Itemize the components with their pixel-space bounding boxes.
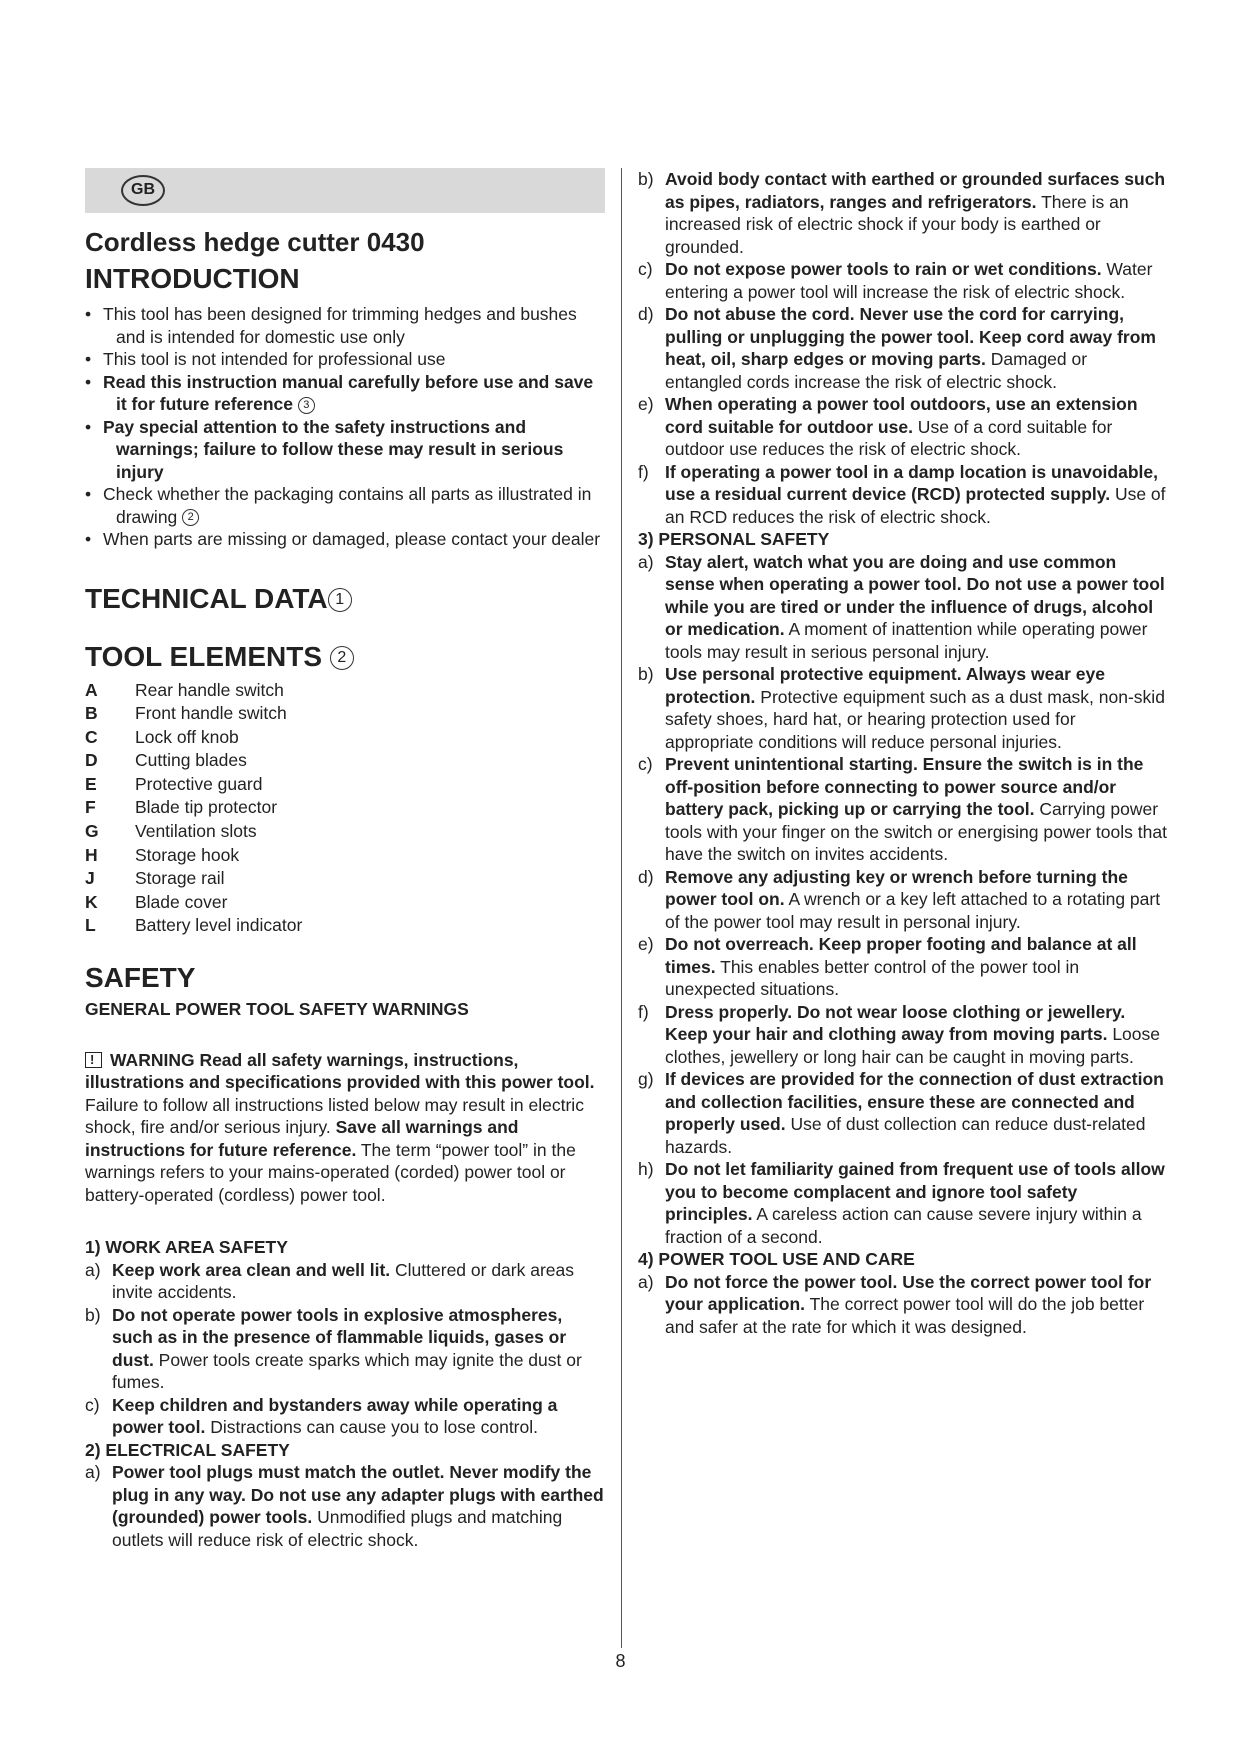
safety-item (638, 1271, 1168, 1339)
item-text: Distractions can cause you to lose control. (205, 1417, 538, 1438)
item-text: This enables better control of the power tool in unexpected situations. (665, 956, 1080, 999)
warning-paragraph (85, 1049, 605, 1207)
section-heading: 3) PERSONAL SAFETY (638, 529, 830, 549)
safety-item (638, 393, 1168, 461)
item-bold-text: Do not abuse the cord. Never use the cord for carrying, pulling or unplugging the power tool. Keep cord away from heat, oil, sharp edges or moving parts. (665, 304, 1156, 369)
tool-element-letter: C (85, 726, 98, 747)
tool-elements-heading-text: TOOL ELEMENTS (85, 640, 322, 672)
safety-item (638, 461, 1168, 529)
item-bold-text: When operating a power tool outdoors, use an extension cord suitable for outdoor use. (665, 394, 1138, 437)
bullet-text: Pay special attention to the safety instructions and warnings; failure to follow these may result in serious injury (103, 416, 564, 482)
safety-item (638, 866, 1168, 934)
warning-icon (85, 1052, 102, 1068)
tool-element-row (85, 749, 605, 773)
tool-element-row (85, 773, 605, 797)
safety-item (638, 933, 1168, 1001)
item-bold-text: Do not overreach. Keep proper footing and balance at all times. (665, 934, 1137, 977)
item-label: c) (638, 259, 653, 279)
tool-element-letter: J (85, 868, 95, 889)
item-text: Carrying power tools with your finger on the switch or energising power tools that have the switch on invites accidents. (665, 799, 1167, 864)
item-label: a) (638, 551, 654, 572)
page-title: Cordless hedge cutter 0430 (85, 227, 425, 257)
item-label: d) (638, 304, 654, 324)
item-bold-text: Prevent unintentional starting. Ensure the switch is in the off-position before connecting to power source and/or battery pack, picking up or carrying the tool. (665, 754, 1144, 819)
tool-element-label: Lock off knob (135, 726, 239, 747)
ref-marker: 3 (298, 397, 315, 414)
tool-element-row (85, 820, 605, 844)
tool-element-letter: L (85, 915, 96, 936)
ref-marker: 2 (330, 646, 354, 670)
tool-elements-list (85, 679, 605, 939)
left-column (85, 168, 605, 1551)
item-text: A wrench or a key left attached to a rotating part of the power tool may result in personal injury. (665, 889, 1161, 932)
safety-item (638, 753, 1168, 866)
item-label: c) (638, 754, 653, 774)
item-bold-text: Stay alert, watch what you are doing and use common sense when operating a power tool. Do not use a power tool while you are tired or under the influence of drugs, alcohol or medication. (665, 551, 1165, 639)
tool-element-letter: D (85, 750, 98, 771)
item-text: Unmodified plugs and matching outlets will reduce risk of electric shock. (112, 1507, 563, 1550)
bullet-item (85, 371, 605, 416)
item-bold-text: Remove any adjusting key or wrench before turning the power tool on. (665, 866, 1128, 909)
section-heading: 2) ELECTRICAL SAFETY (85, 1439, 290, 1460)
tool-element-row (85, 844, 605, 868)
item-label: e) (638, 934, 654, 954)
safety-item (85, 1461, 605, 1551)
tool-element-row (85, 796, 605, 820)
tool-element-letter: B (85, 703, 98, 724)
safety-item (638, 258, 1168, 303)
item-text: A moment of inattention while operating power tools may result in serious personal injury. (665, 619, 1148, 662)
tool-element-letter: H (85, 844, 98, 865)
bullet-text: Read this instruction manual carefully before use and save it for future reference (103, 371, 594, 414)
bullet-item (85, 348, 605, 371)
tool-element-label: Blade cover (135, 891, 228, 912)
tool-elements-heading (85, 639, 605, 675)
item-label: b) (85, 1304, 101, 1325)
tool-element-label: Protective guard (135, 773, 263, 794)
electrical-safety-continued (638, 168, 1168, 528)
item-text: Damaged or entangled cords increase the risk of electric shock. (665, 349, 1088, 392)
warning-bold-text: WARNING Read all safety warnings, instructions, illustrations and specifications provided with this power tool. (85, 1049, 595, 1093)
item-bold-text: Avoid body contact with earthed or grounded surfaces such as pipes, radiators, ranges and refrigerators. (665, 169, 1166, 212)
item-text: There is an increased risk of electric shock if your body is earthed or grounded. (665, 191, 1129, 257)
tool-element-label: Cutting blades (135, 750, 247, 771)
introduction-list (85, 303, 605, 551)
technical-data-heading (85, 581, 605, 617)
tool-element-label: Battery level indicator (135, 915, 303, 936)
item-label: c) (85, 1394, 100, 1415)
tool-element-label: Blade tip protector (135, 797, 278, 818)
item-label: a) (85, 1259, 101, 1280)
safety-heading: SAFETY (85, 962, 196, 994)
item-text: Cluttered or dark areas invite accidents. (112, 1259, 575, 1303)
bullet-text: Check whether the packaging contains all parts as illustrated in drawing (103, 484, 592, 527)
item-bold-text: Do not force the power tool. Use the correct power tool for your application. (665, 1271, 1152, 1314)
bullet-item (85, 528, 605, 551)
ref-marker: 1 (328, 588, 352, 612)
item-label: f) (638, 1001, 649, 1022)
bullet-item (85, 416, 605, 484)
item-text: Use of an RCD reduces the risk of electric shock. (665, 484, 1166, 527)
safety-item (638, 1001, 1168, 1069)
tool-element-label: Front handle switch (135, 703, 287, 724)
item-bold-text: If operating a power tool in a damp location is unavoidable, use a residual current device (RCD) protected supply. (665, 461, 1158, 504)
bullet-item (85, 483, 605, 528)
right-safety-sections (638, 528, 1168, 1338)
safety-item (85, 1394, 605, 1439)
bullet-text: When parts are missing or damaged, please contact your dealer (103, 529, 601, 549)
tool-element-letter: G (85, 821, 99, 842)
item-label: b) (638, 664, 654, 684)
ref-marker: 2 (182, 509, 199, 526)
safety-item (638, 551, 1168, 664)
item-bold-text: Do not let familiarity gained from frequent use of tools allow you to become complacent and ignore tool safety principles. (665, 1159, 1165, 1224)
item-text: The correct power tool will do the job better and safer at the rate for which it was designed. (665, 1294, 1145, 1337)
tool-element-row (85, 702, 605, 726)
introduction-heading: INTRODUCTION (85, 263, 300, 294)
section-heading: 4) POWER TOOL USE AND CARE (638, 1249, 915, 1269)
item-bold-text: Do not operate power tools in explosive atmospheres, such as in the presence of flammable liquids, gases or dust. (112, 1304, 567, 1370)
tool-element-row (85, 679, 605, 703)
item-bold-text: Keep work area clean and well lit. (112, 1259, 391, 1280)
tool-element-letter: K (85, 891, 98, 912)
warning-text: The term “power tool” in the warnings refers to your mains-operated (corded) power tool or battery-operated (cordless) power tool. (85, 1139, 576, 1205)
tool-element-row (85, 914, 605, 938)
item-text: Use of a cord suitable for outdoor use reduces the risk of electric shock. (665, 416, 1113, 459)
item-label: b) (638, 169, 654, 189)
item-text: Water entering a power tool will increase the risk of electric shock. (665, 259, 1153, 302)
tool-element-label: Ventilation slots (135, 821, 257, 842)
safety-item (638, 663, 1168, 753)
safety-item (638, 1158, 1168, 1248)
item-bold-text: If devices are provided for the connection of dust extraction and collection facilities, ensure these are connected and properly used. (665, 1069, 1164, 1134)
left-safety-sections (85, 1236, 605, 1551)
safety-item (638, 168, 1168, 258)
warning-text: Failure to follow all instructions listed below may result in electric shock, fire and/or serious injury. (85, 1094, 584, 1138)
item-label: a) (85, 1462, 101, 1483)
tool-element-letter: E (85, 773, 97, 794)
right-column (638, 168, 1168, 1338)
safety-subheading: GENERAL POWER TOOL SAFETY WARNINGS (85, 999, 469, 1020)
item-bold-text: Do not expose power tools to rain or wet conditions. (665, 259, 1102, 279)
item-bold-text: Keep children and bystanders away while operating a power tool. (112, 1394, 558, 1438)
item-text: A careless action can cause severe injury within a fraction of a second. (665, 1204, 1142, 1247)
item-label: h) (638, 1159, 654, 1179)
bullet-item (85, 303, 605, 348)
page-number: 8 (615, 1651, 626, 1671)
section-heading: 1) WORK AREA SAFETY (85, 1237, 288, 1258)
bullet-text: This tool is not intended for professional use (103, 349, 446, 369)
item-text: Use of dust collection can reduce dust-related hazards. (665, 1114, 1146, 1157)
item-text: Power tools create sparks which may ignite the dust or fumes. (112, 1349, 582, 1393)
tool-element-label: Storage hook (135, 844, 240, 865)
item-label: g) (638, 1069, 654, 1089)
tool-element-row (85, 891, 605, 915)
item-text: Protective equipment such as a dust mask, non-skid safety shoes, hard hat, or hearing protection used for appropriate conditions will reduce personal injuries. (665, 686, 1165, 752)
language-badge: GB (121, 175, 165, 206)
technical-data-heading-text: TECHNICAL DATA (85, 582, 328, 614)
item-label: a) (638, 1271, 654, 1292)
item-bold-text: Power tool plugs must match the outlet. Never modify the plug in any way. Do not use any adapter plugs with earthed (grounded) power tools. (112, 1462, 604, 1528)
warning-bold-text: Save all warnings and instructions for future reference. (85, 1117, 519, 1160)
tool-element-row (85, 867, 605, 891)
item-label: f) (638, 461, 649, 482)
tool-element-label: Rear handle switch (135, 679, 284, 700)
tool-element-letter: F (85, 797, 96, 818)
tool-element-label: Storage rail (135, 868, 225, 889)
language-bar (85, 168, 605, 213)
safety-item (85, 1259, 605, 1304)
column-divider (621, 168, 622, 1648)
bullet-text: This tool has been designed for trimming hedges and bushes and is intended for domestic use only (103, 304, 577, 347)
item-label: e) (638, 394, 654, 414)
item-bold-text: Use personal protective equipment. Always wear eye protection. (665, 664, 1105, 707)
tool-element-row (85, 726, 605, 750)
item-bold-text: Dress properly. Do not wear loose clothing or jewellery. Keep your hair and clothing away from moving parts. (665, 1001, 1126, 1044)
safety-item (638, 1068, 1168, 1158)
safety-item (638, 303, 1168, 393)
item-label: d) (638, 866, 654, 887)
tool-element-letter: A (85, 679, 98, 700)
item-text: Loose clothes, jewellery or long hair can be caught in moving parts. (665, 1024, 1160, 1067)
safety-item (85, 1304, 605, 1394)
